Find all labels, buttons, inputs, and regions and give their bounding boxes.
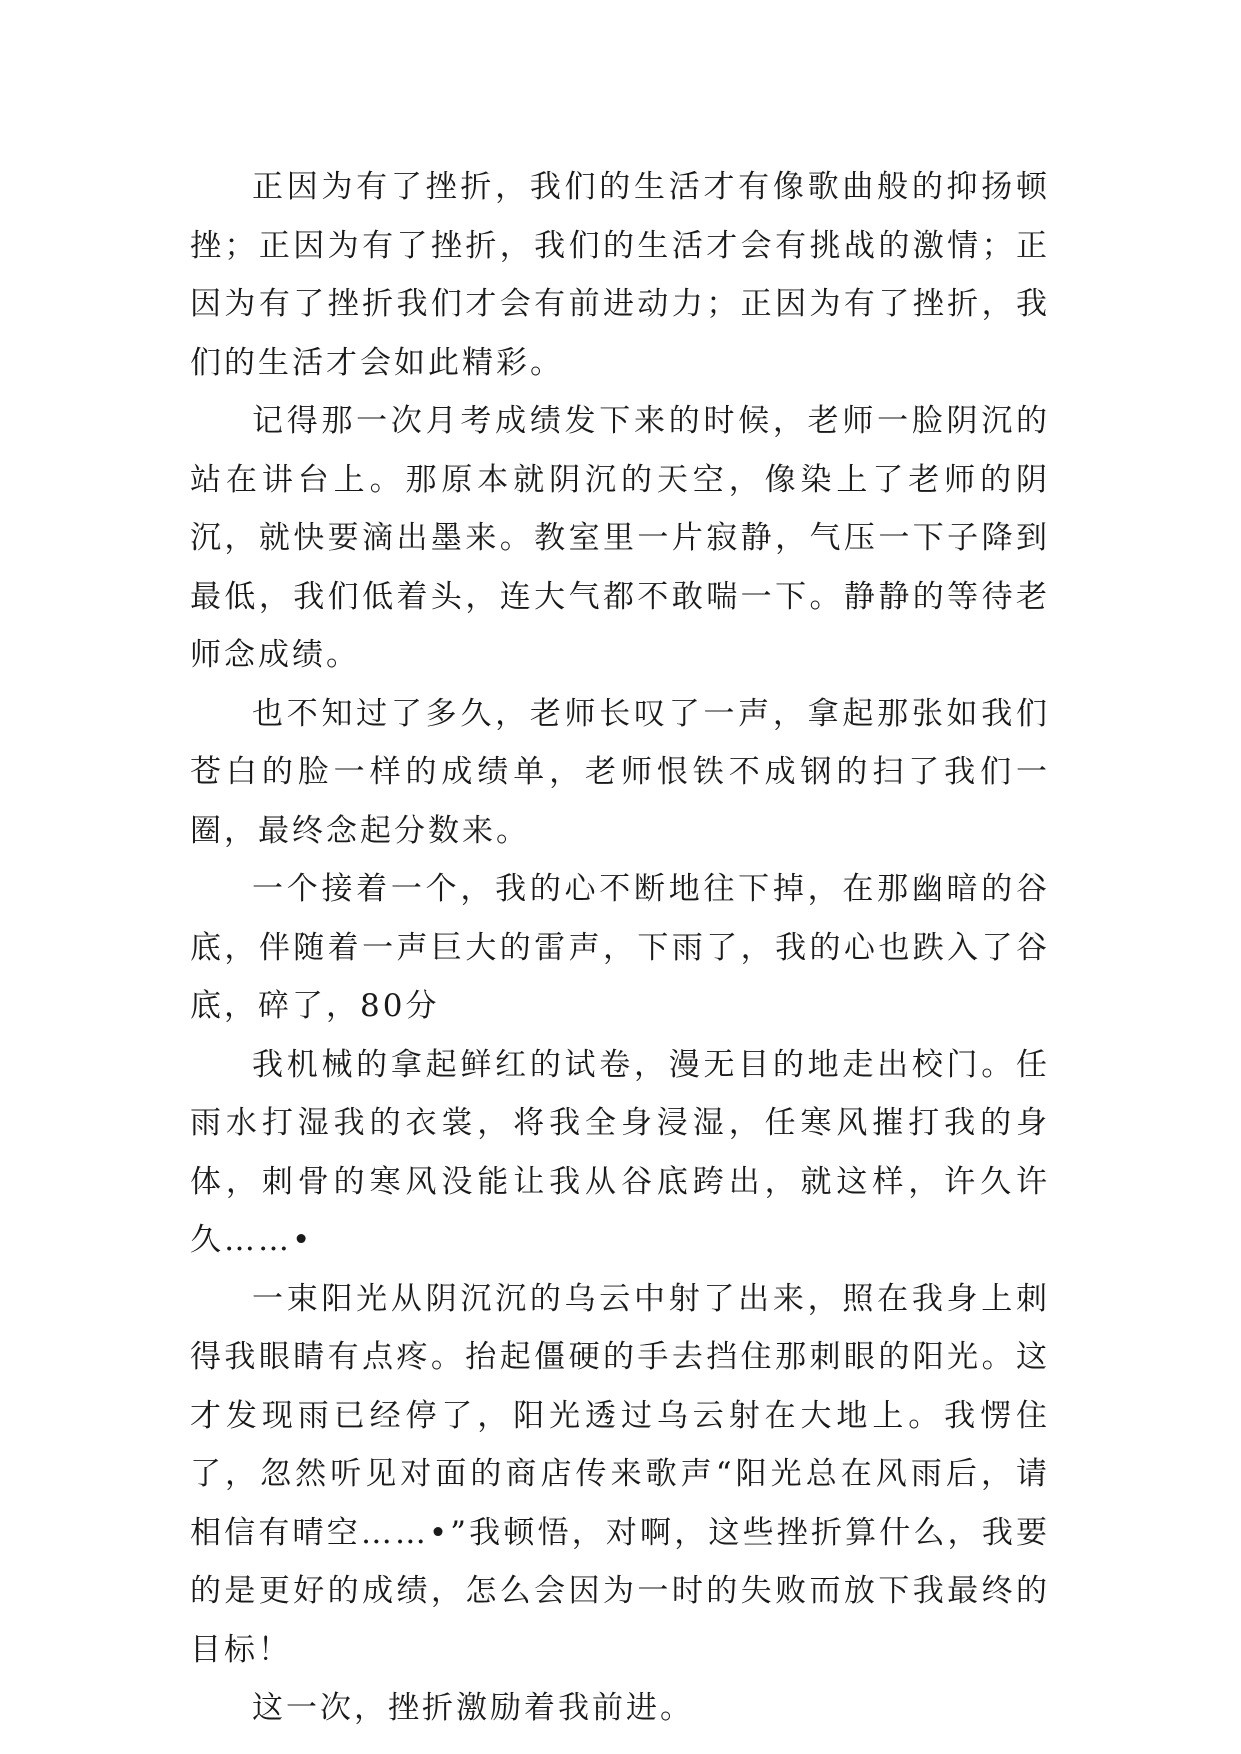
- document-body: [190, 158, 1050, 1738]
- paragraph-4: 一个接着一个，我的心不断地往下掉，在那幽暗的谷底，伴随着一声巨大的雷声，下雨了，我的心也跌入了谷底，碎了，80分: [190, 871, 1050, 1024]
- paragraph-6: 一束阳光从阴沉沉的乌云中射了出来，照在我身上刺得我眼睛有点疼。抬起僵硬的手去挡住那刺眼的阳光。这才发现雨已经停了，阳光透过乌云射在大地上。我愣住了，忽然听见对面的商店传来歌声“阳光总在风雨后，请相信有晴空……•”我顿悟，对啊，这些挫折算什么，我要的是更好的成绩，怎么会因为一时的失败而放下我最终的目标！: [190, 1280, 1050, 1668]
- paragraph-2: 记得那一次月考成绩发下来的时候，老师一脸阴沉的站在讲台上。那原本就阴沉的天空，像染上了老师的阴沉，就快要滴出墨来。教室里一片寂静，气压一下子降到最低，我们低着头，连大气都不敢喘一下。静静的等待老师念成绩。: [190, 403, 1050, 673]
- paragraph-3: 也不知过了多久，老师长叹了一声，拿起那张如我们苍白的脸一样的成绩单，老师恨铁不成钢的扫了我们一圈，最终念起分数来。: [190, 695, 1050, 849]
- paragraph-5: 我机械的拿起鲜红的试卷，漫无目的地走出校门。任雨水打湿我的衣裳，将我全身浸湿，任寒风摧打我的身体，刺骨的寒风没能让我从谷底跨出，就这样，许久许久……•: [190, 1046, 1050, 1258]
- paragraph-7: 这一次，挫折激励着我前进。: [252, 1690, 694, 1726]
- paragraph-1: 正因为有了挫折，我们的生活才有像歌曲般的抑扬顿挫；正因为有了挫折，我们的生活才会有挑战的激情；正因为有了挫折我们才会有前进动力；正因为有了挫折，我们的生活才会如此精彩。: [190, 169, 1050, 381]
